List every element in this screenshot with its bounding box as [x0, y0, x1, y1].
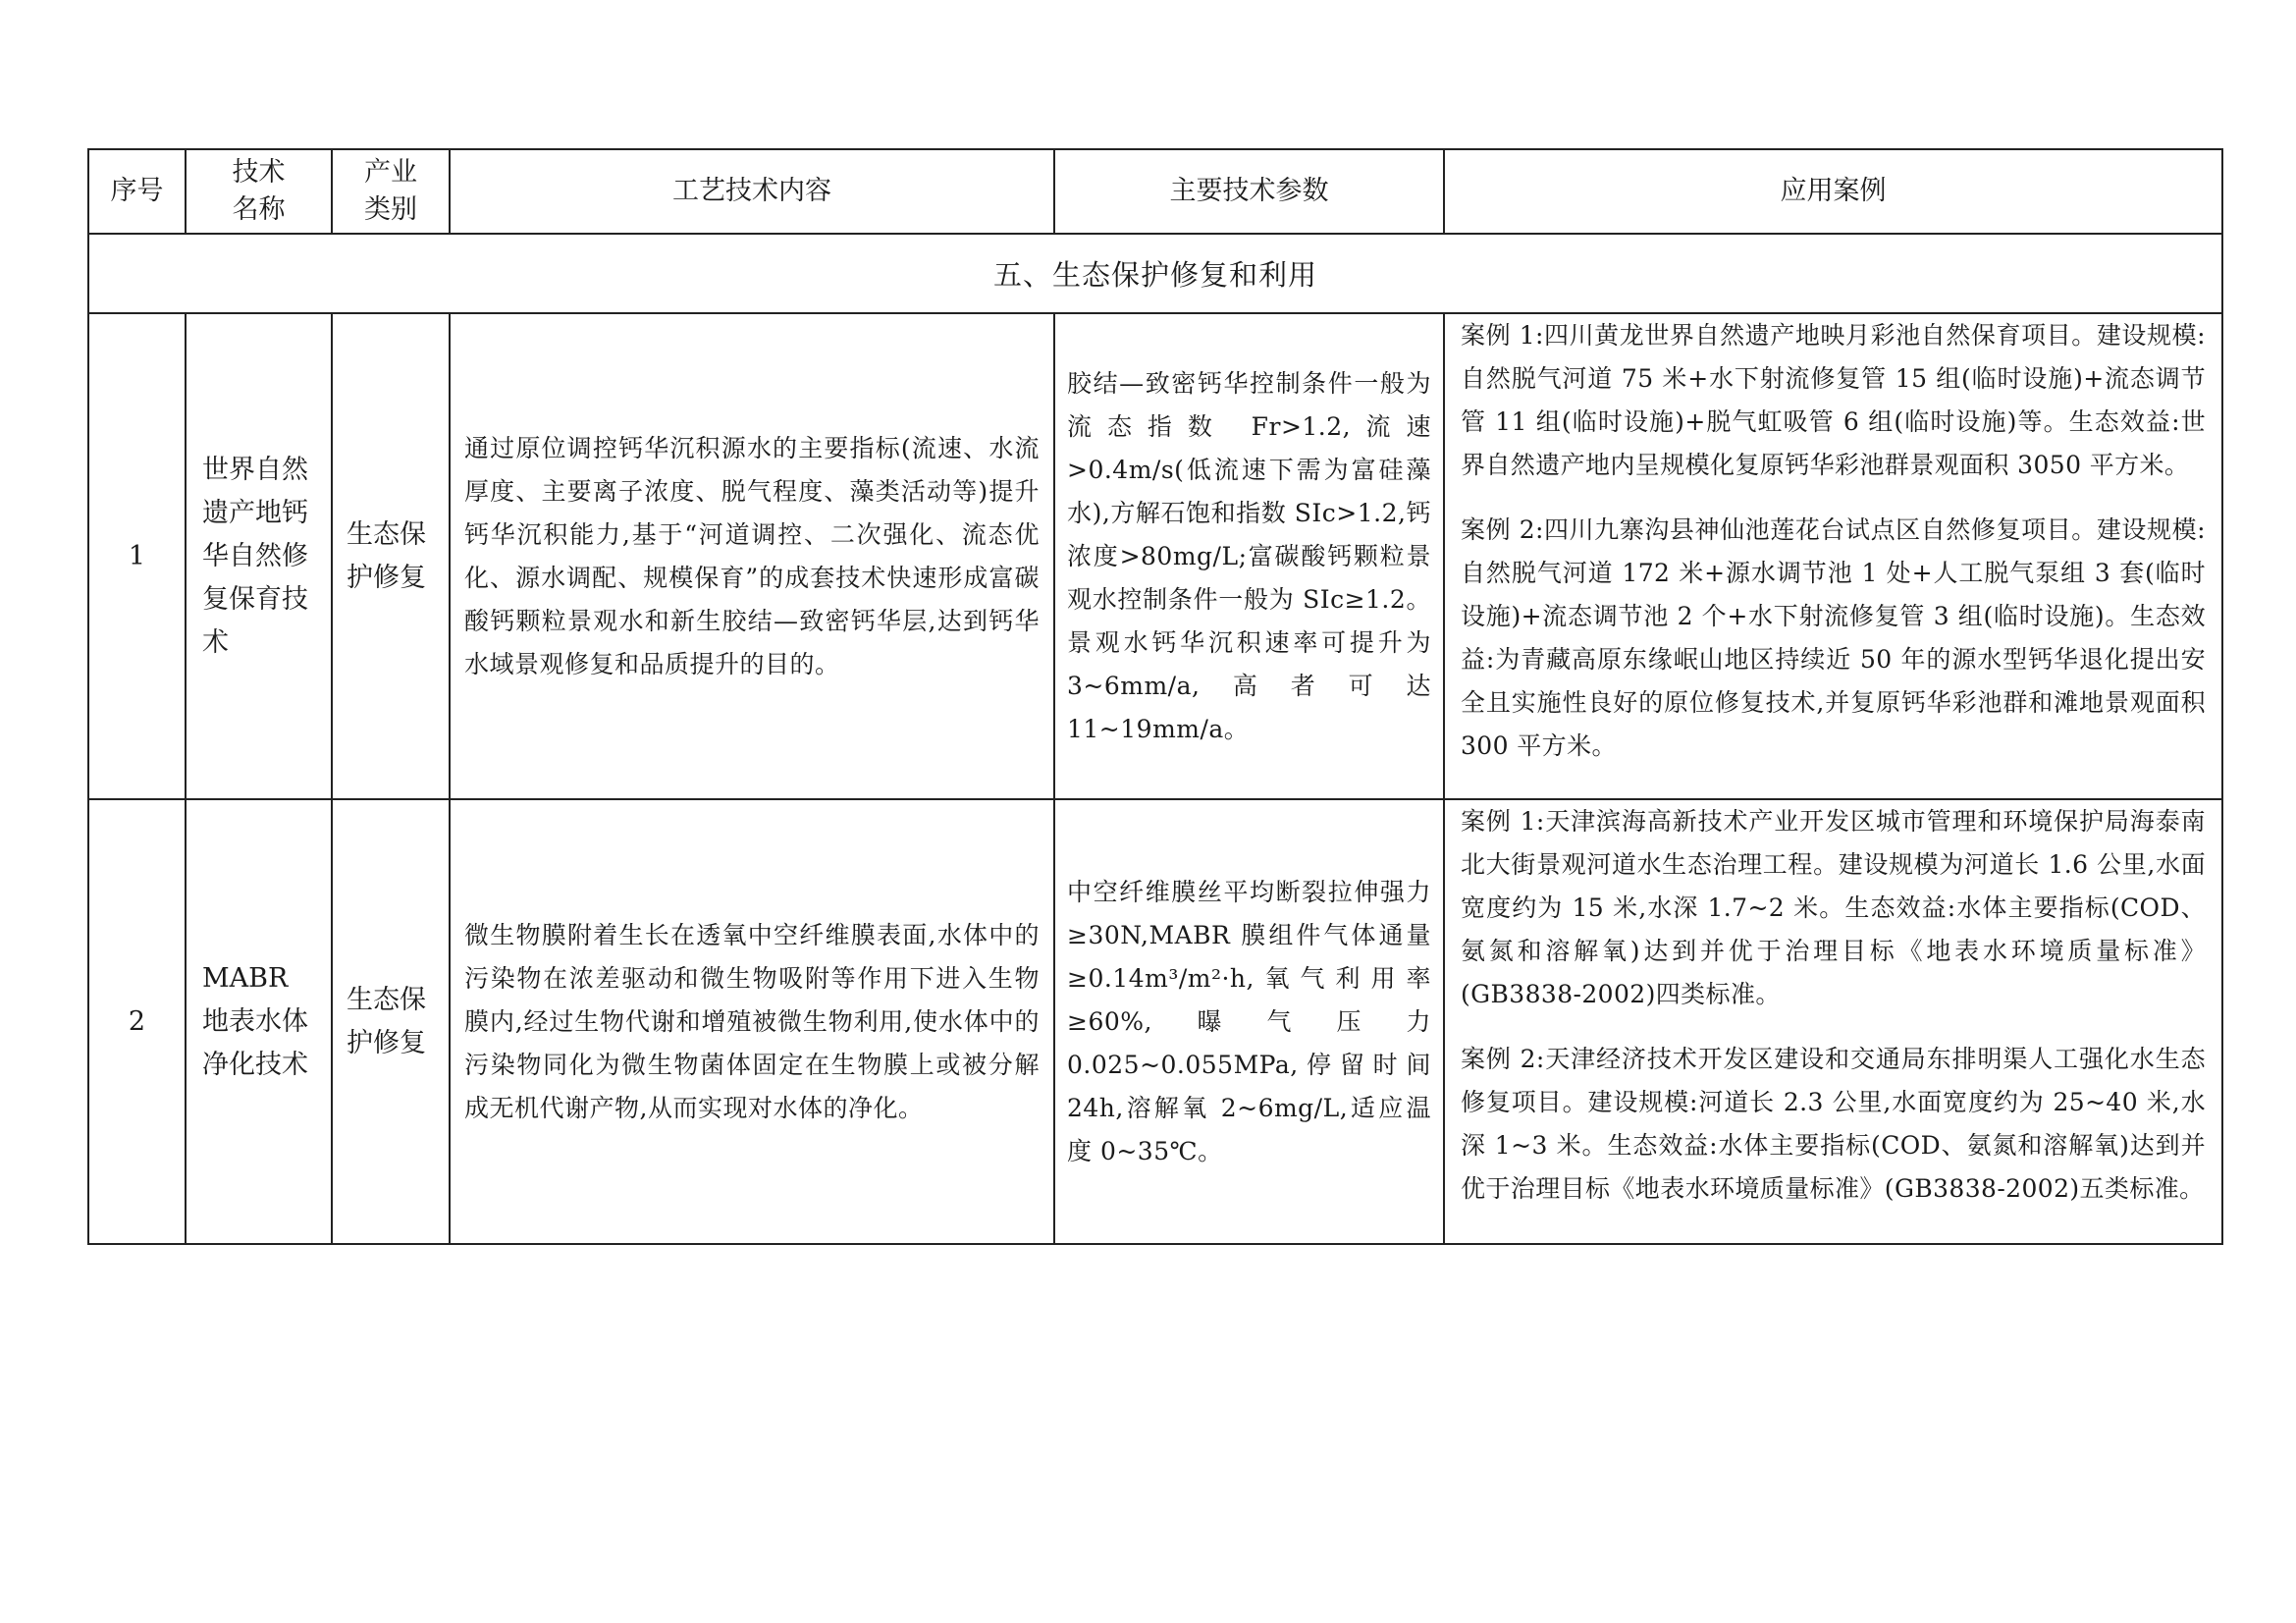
header-tech-name [186, 149, 332, 234]
section-row [88, 234, 2222, 313]
case-2: 案例 2:天津经济技术开发区建设和交通局东排明渠人工强化水生态修复项目。建设规模:河道长 2.3 公里,水面宽度约为 25~40 米,水深 1~3 米。生态效益:水体主要指标(COD、氨氮和溶解氧)达到并优于治理目标《地表水环境质量标准》(GB3838-2002)五类标准。 [1461, 1045, 2206, 1203]
header-seq: 序号 [88, 149, 186, 234]
header-row [88, 149, 2222, 234]
row-industry: 生态保护修复 [332, 313, 450, 799]
case-2: 案例 2:四川九寨沟县神仙池莲花台试点区自然修复项目。建设规模:自然脱气河道 172 米+源水调节池 1 处+人工脱气泵组 3 套(临时设施)+流态调节池 2 个+水下射流修复管 3 组(临时设施)。生态效益:为青藏高原东缘岷山地区持续近 50 年的源水型钙华退化提出安全且实施性良好的原位修复技术,并复原钙华彩池群和滩地景观面积 300 平方米。 [1461, 515, 2206, 760]
row-seq: 2 [88, 799, 186, 1244]
header-industry-label: 产业类别 [364, 157, 417, 225]
header-params: 主要技术参数 [1054, 149, 1444, 234]
technology-table [87, 148, 2223, 1245]
case-1: 案例 1:四川黄龙世界自然遗产地映月彩池自然保育项目。建设规模:自然脱气河道 75 米+水下射流修复管 15 组(临时设施)+流态调节管 11 组(临时设施)+脱气虹吸管 6 组(临时设施)等。生态效益:世界自然遗产地内呈规模化复原钙华彩池群景观面积 3050 平方米。 [1461, 321, 2206, 479]
header-process: 工艺技术内容 [450, 149, 1054, 234]
row-process: 微生物膜附着生长在透氧中空纤维膜表面,水体中的污染物在浓差驱动和微生物吸附等作用下进入生物膜内,经过生物代谢和增殖被微生物利用,使水体中的污染物同化为微生物菌体固定在生物膜上或被分解成无机代谢产物,从而实现对水体的净化。 [450, 799, 1054, 1244]
row-params: 胶结—致密钙华控制条件一般为流态指数 Fr>1.2,流速>0.4m/s(低流速下需为富硅藻水),方解石饱和指数 SIc>1.2,钙浓度>80mg/L;富碳酸钙颗粒景观水控制条件一般为 SIc≥1.2。景观水钙华沉积速率可提升为 3~6mm/a,高者可达 11~19mm/a。 [1054, 313, 1444, 799]
header-tech-name-label: 技术名称 [232, 157, 286, 225]
row-tech-name: MABR 地表水体净化技术 [186, 799, 332, 1244]
row-industry: 生态保护修复 [332, 799, 450, 1244]
table-row [88, 313, 2222, 799]
case-1: 案例 1:天津滨海高新技术产业开发区城市管理和环境保护局海泰南北大街景观河道水生态治理工程。建设规模为河道长 1.6 公里,水面宽度约为 15 米,水深 1.7~2 米。生态效益:水体主要指标(COD、氨氮和溶解氧)达到并优于治理目标《地表水环境质量标准》(GB3838-2002)四类标准。 [1461, 807, 2206, 1008]
row-cases [1444, 799, 2222, 1244]
header-cases: 应用案例 [1444, 149, 2222, 234]
header-industry [332, 149, 450, 234]
row-seq: 1 [88, 313, 186, 799]
table-row [88, 799, 2222, 1244]
row-params: 中空纤维膜丝平均断裂拉伸强力≥30N,MABR 膜组件气体通量≥0.14m³/m²·h,氧气利用率≥60%,曝气压力 0.025~0.055MPa,停留时间 24h,溶解氧 2~6mg/L,适应温度 0~35℃。 [1054, 799, 1444, 1244]
row-process: 通过原位调控钙华沉积源水的主要指标(流速、水流厚度、主要离子浓度、脱气程度、藻类活动等)提升钙华沉积能力,基于“河道调控、二次强化、流态优化、源水调配、规模保育”的成套技术快速形成富碳酸钙颗粒景观水和新生胶结—致密钙华层,达到钙华水域景观修复和品质提升的目的。 [450, 313, 1054, 799]
section-title: 五、生态保护修复和利用 [88, 234, 2222, 313]
row-cases [1444, 313, 2222, 799]
row-tech-name: 世界自然遗产地钙华自然修复保育技术 [186, 313, 332, 799]
